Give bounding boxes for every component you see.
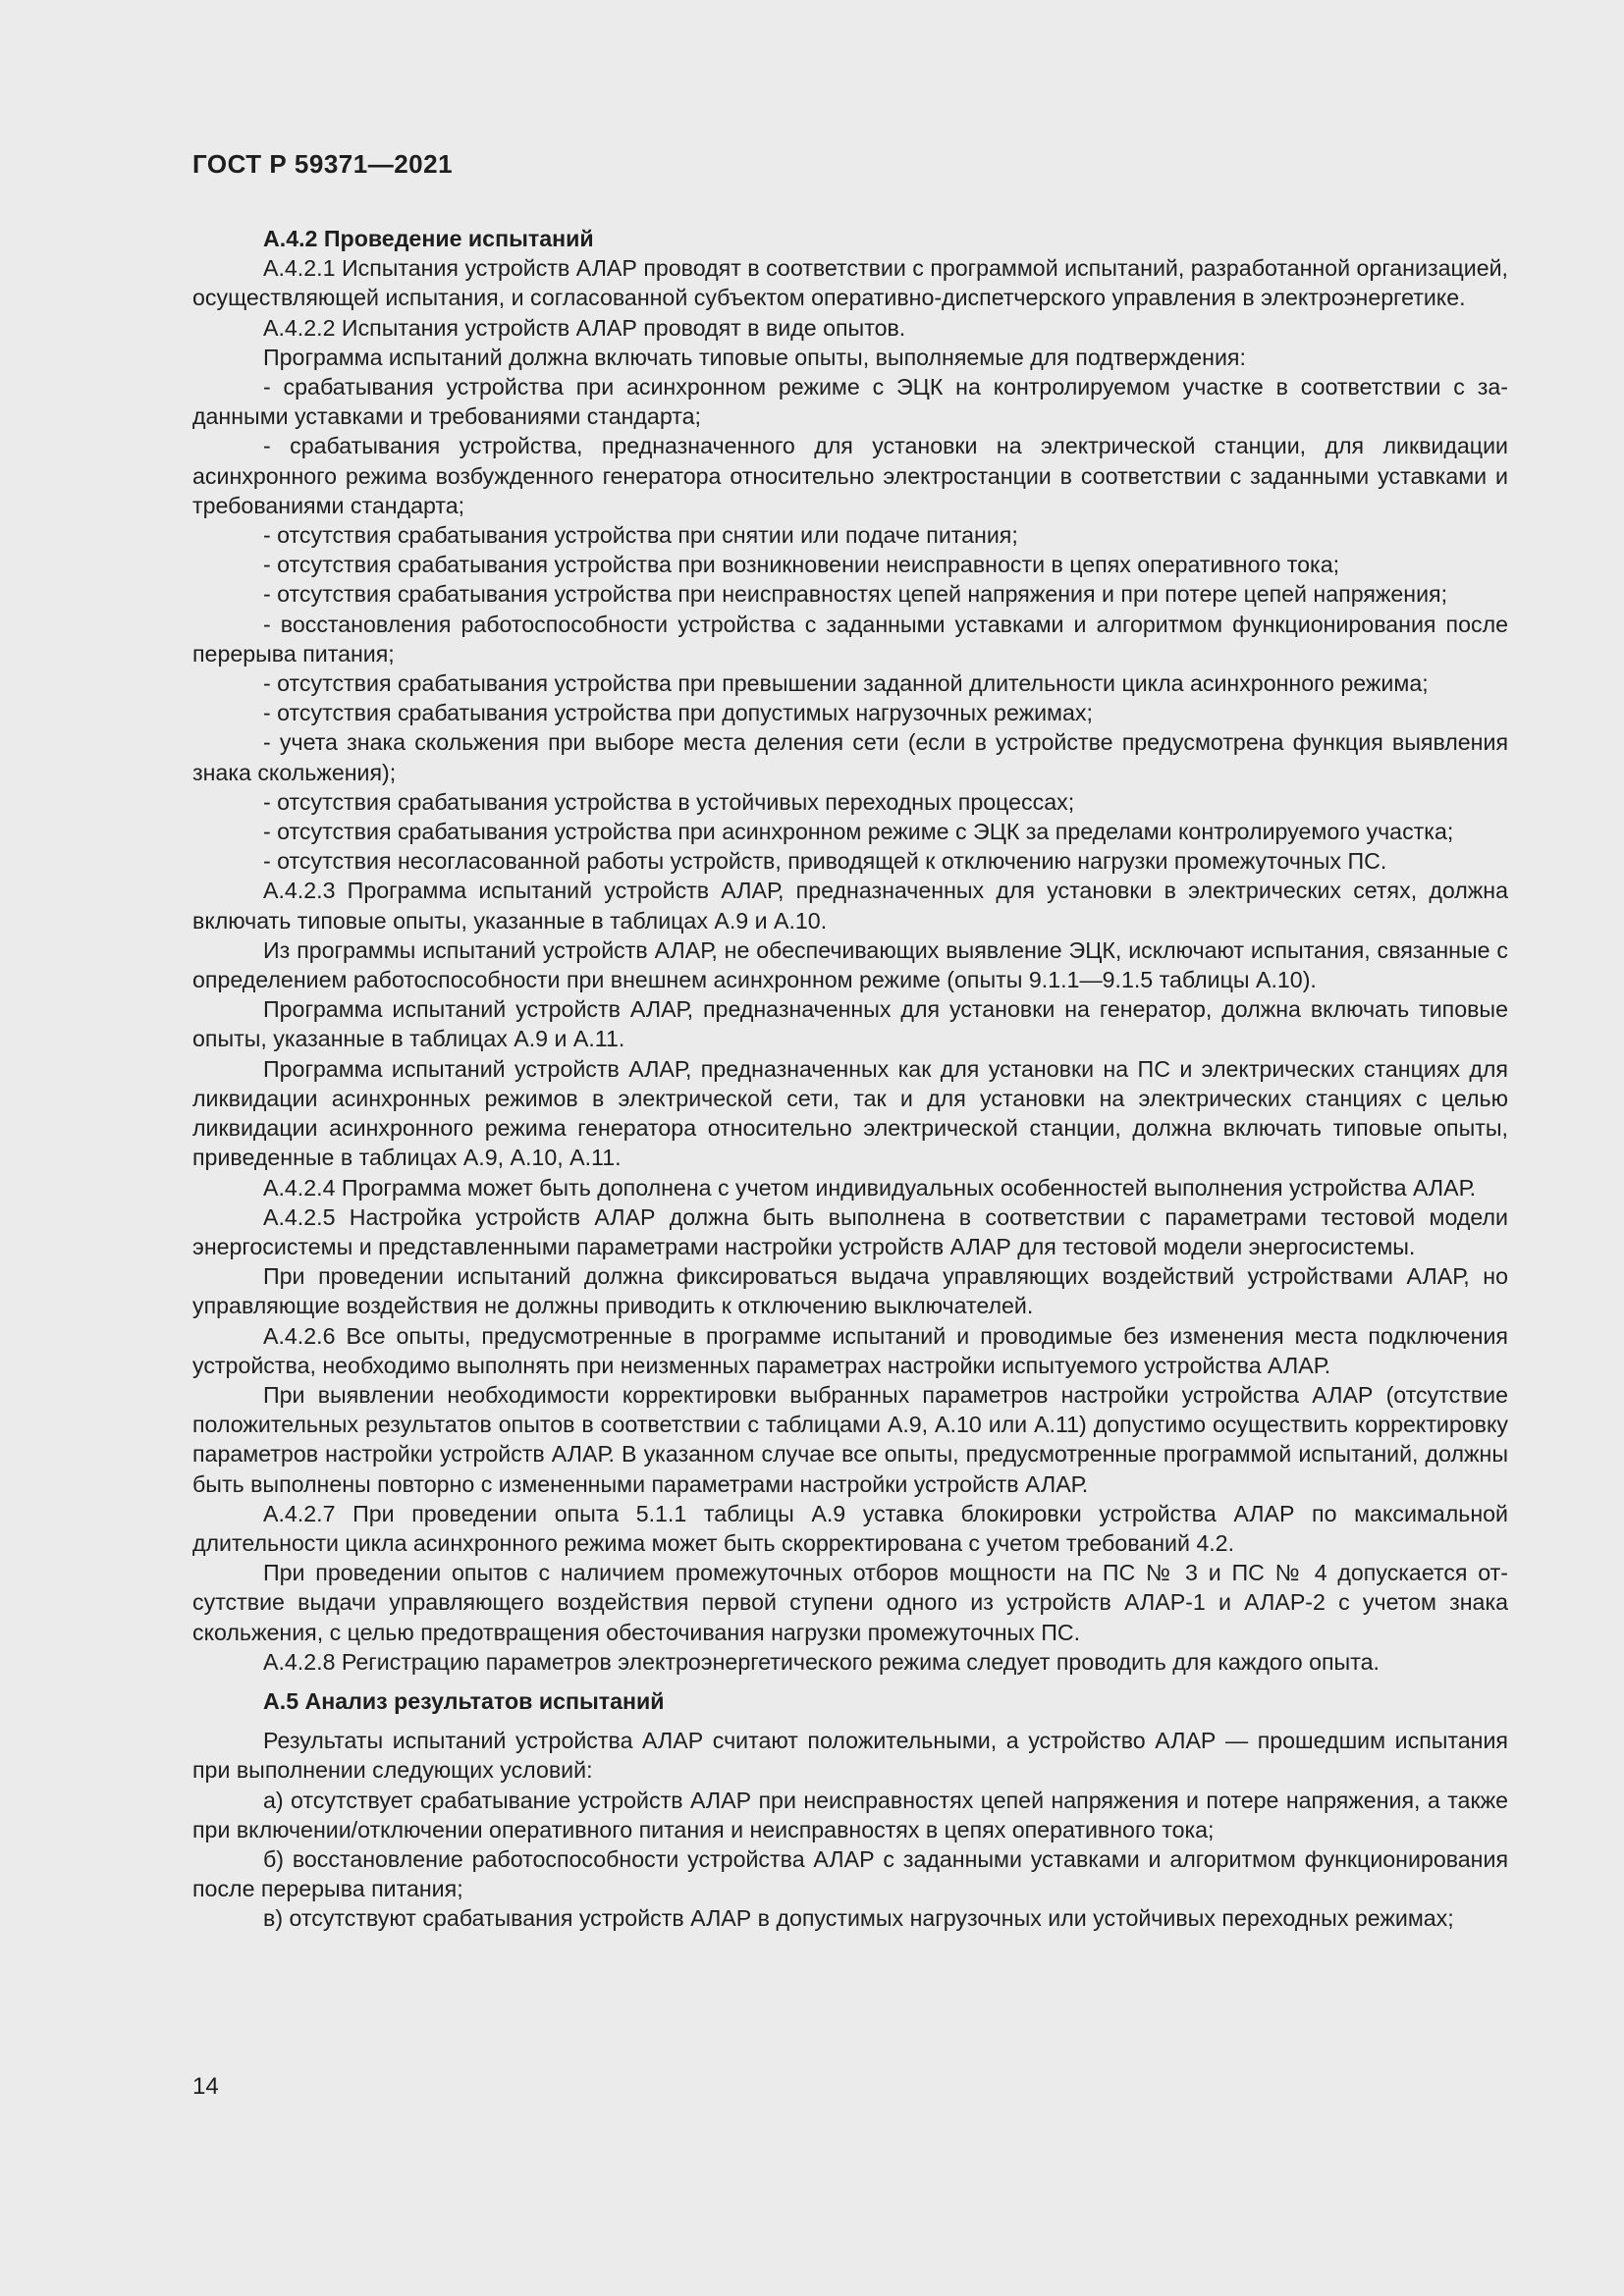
body-paragraph: - отсутствия срабатывания устройства при возникновении неисправности в цепях оперативного тока; <box>263 552 1340 578</box>
body-paragraph: а) отсутствует срабатывание устройств АЛАР при неисправностях цепей напряжения и потере напряжения, а также при включении/отключении оперативного питания и неисправностях в цепях оперативного тока; <box>192 1787 1508 1842</box>
body-paragraph: А.4.2.8 Регистрацию параметров электроэнергетического режима следует проводить для каждого опыта. <box>263 1648 1380 1675</box>
body-paragraph: Программа испытаний устройств АЛАР, предназначенных как для установки на ПС и электрических станциях для ликвидации асинхронных режимов в электрической сети, так и для установки на электрических станциях с целью ликвидации асинхронного режима генератора относительно электрической станции, должна включать типовые опыты, приведенные в таблицах А.9, А.10, А.11. <box>192 1055 1508 1171</box>
body-paragraph: Программа испытаний должна включать типовые опыты, выполняемые для подтверждения: <box>263 344 1246 370</box>
body-paragraph: При проведении испытаний должна фиксироваться выдача управляющих воздействий устройствами АЛАР, но управляющие воздействия не должны приводить к отключению выключателей. <box>192 1263 1508 1319</box>
body-paragraph: - отсутствия несогласованной работы устройств, приводящей к отключению нагрузки промежуточных ПС. <box>263 848 1387 875</box>
standard-id: ГОСТ Р 59371—2021 <box>192 149 454 179</box>
body-paragraph: А.4.2.6 Все опыты, предусмотренные в программе испытаний и проводимые без изменения места подключения устройства, необходимо выполнять при неизменных параметрах настройки испытуемого устройства АЛАР. <box>192 1322 1508 1378</box>
body-paragraph: в) отсутствуют срабатывания устройств АЛАР в допустимых нагрузочных или устойчивых переходных режимах; <box>263 1905 1454 1932</box>
body-paragraph: Программа испытаний устройств АЛАР, предназначенных для установки на генератор, должна включать типовые опыты, указанные в таблицах А.9 и А.11. <box>192 996 1508 1052</box>
body-paragraph: А.4.2.1 Испытания устройств АЛАР проводят в соответствии с программой испытаний, разработанной организацией, осуществляющей испытания, и согласованной субъектом оперативно-диспетчерского управления в электроэнергетике. <box>192 255 1508 311</box>
body-paragraph: При выявлении необходимости корректировки выбранных параметров настройки устройства АЛАР (отсутствие положительных результатов опытов в соответствии с таблицами А.9, А.10 или А.11) допустимо осуществить корректировку параметров настройки устройств АЛАР. В указанном случае все опыты, предусмотренные программой испытаний, должны быть выполнены повторно с измененными параметрами настройки устройств АЛАР. <box>192 1381 1508 1497</box>
body-paragraph: А.4.2.7 При проведении опыта 5.1.1 таблицы А.9 уставка блокировки устройства АЛАР по максимальной длительности цикла асинхронного режима может быть скорректирована с учетом требований 4.2. <box>192 1500 1508 1556</box>
body-paragraph: - отсутствия срабатывания устройства в устойчивых переходных процессах; <box>263 788 1075 815</box>
body-paragraph: Из программы испытаний устройств АЛАР, не обеспечивающих выявление ЭЦК, исключают испытания, связанные с определением работоспособности при внешнем асинхронном режиме (опыты 9.1.1—9.1.5 таблицы А.10). <box>192 936 1508 993</box>
body-paragraph: - отсутствия срабатывания устройства при допустимых нагрузочных режимах; <box>263 700 1093 726</box>
body-paragraph: - срабатывания устройства, предназначенного для установки на электрической станции, для ликвидации асинхронного режима возбужденного генератора относительно электростанции в соответствии с заданными уставками и требованиями стандарта; <box>192 433 1508 518</box>
body-paragraph: А.4.2.4 Программа может быть дополнена с учетом индивидуальных особенностей выполнения устройства АЛАР. <box>263 1174 1477 1201</box>
body-paragraph: - отсутствия срабатывания устройства при превышении заданной длительности цикла асинхронного режима; <box>263 670 1429 697</box>
body-paragraph: При проведении опытов с наличием промежуточных отборов мощности на ПС № 3 и ПС № 4 допускается отсутствие выдачи управляющего воздействия первой ступени одного из устройств АЛАР-1 и АЛАР-2 с учетом знака скольжения, с целью предотвращения обесточивания нагрузки промежуточных ПС. <box>192 1560 1508 1645</box>
body-paragraph: - учета знака скольжения при выборе места деления сети (если в устройстве предусмотрена функция выявления знака скольжения); <box>192 729 1508 785</box>
section-heading: А.5 Анализ результатов испытаний <box>263 1687 665 1714</box>
body-paragraph: - отсутствия срабатывания устройства при снятии или подаче питания; <box>263 522 1018 549</box>
page-number: 14 <box>192 2073 219 2100</box>
body-paragraph: - отсутствия срабатывания устройства при асинхронном режиме с ЭЦК за пределами контролируемого участка; <box>263 819 1454 845</box>
subsection-heading: А.4.2 Проведение испытаний <box>263 226 594 251</box>
body-paragraph: А.4.2.5 Настройка устройств АЛАР должна быть выполнена в соответствии с параметрами тестовой модели энергосистемы и представленными параметрами настройки устройств АЛАР для тестовой модели энергосистемы. <box>192 1203 1508 1259</box>
document-body <box>192 224 1508 1934</box>
body-paragraph: А.4.2.3 Программа испытаний устройств АЛАР, предназначенных для установки в электрических сетях, должна включать типовые опыты, указанные в таблицах А.9 и А.10. <box>192 878 1508 934</box>
body-paragraph: Результаты испытаний устройства АЛАР считают положительными, а устройство АЛАР — прошедшим испытания при выполнении следующих условий: <box>192 1728 1508 1784</box>
body-paragraph: - отсутствия срабатывания устройства при неисправностях цепей напряжения и при потере цепей напряжения; <box>263 581 1448 608</box>
body-paragraph: А.4.2.2 Испытания устройств АЛАР проводят в виде опытов. <box>263 314 906 341</box>
body-paragraph: б) восстановление работоспособности устройства АЛАР с заданными уставками и алгоритмом функционирования после перерыва питания; <box>192 1845 1508 1902</box>
body-paragraph: - восстановления работоспособности устройства с заданными уставками и алгоритмом функционирования после перерыва питания; <box>192 611 1508 667</box>
document-header <box>192 149 453 180</box>
body-paragraph: - срабатывания устройства при асинхронном режиме с ЭЦК на контролируемом участке в соответствии с заданными уставками и требованиями стандарта; <box>192 374 1508 430</box>
